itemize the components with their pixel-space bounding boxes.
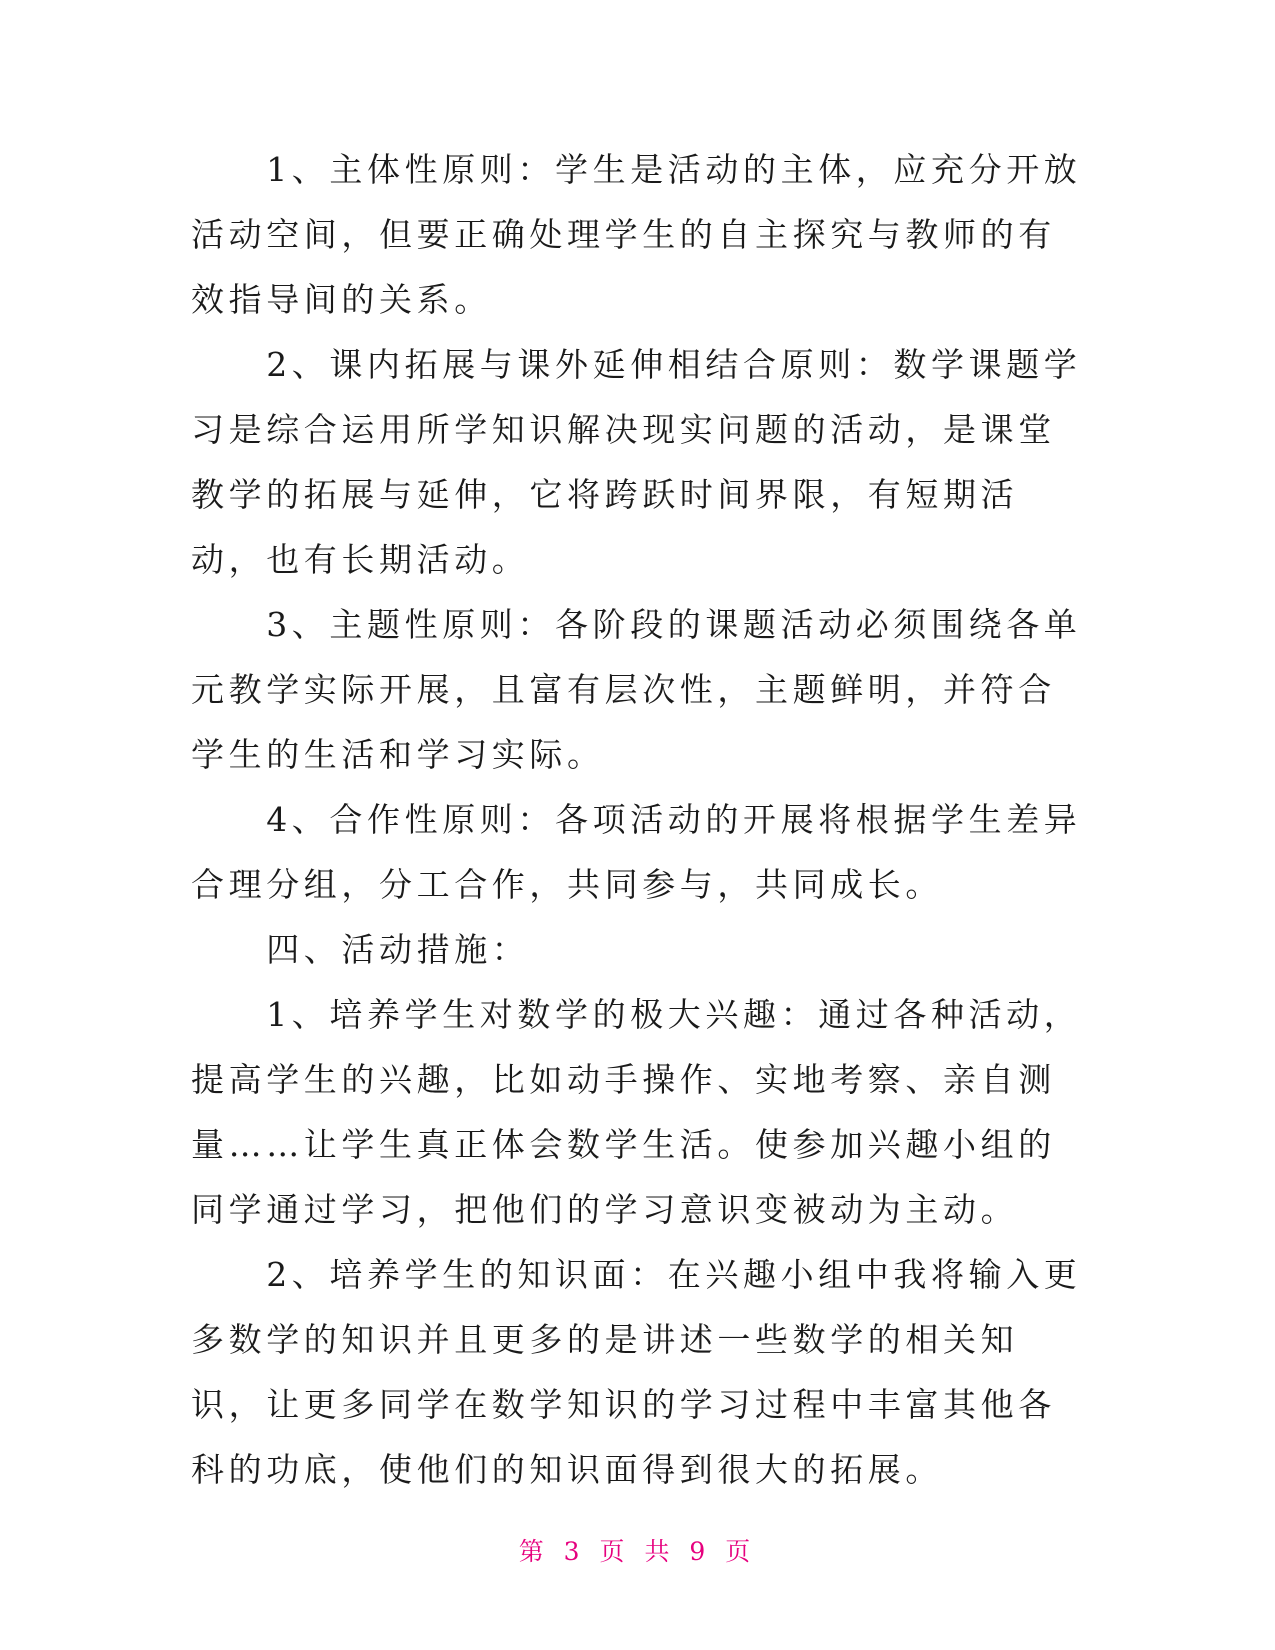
paragraph-measure-1: 1、培养学生对数学的极大兴趣：通过各种活动，提高学生的兴趣，比如动手操作、实地考察、亲自测量……让学生真正体会数学生活。使参加兴趣小组的同学通过学习，把他们的学习意识变被动为主动。 (191, 995, 1082, 1229)
paragraph-measure-2: 2、培养学生的知识面：在兴趣小组中我将输入更多数学的知识并且更多的是讲述一些数学的相关知识，让更多同学在数学知识的学习过程中丰富其他各科的功底，使他们的知识面得到很大的拓展。 (191, 1255, 1082, 1489)
document-body (191, 137, 1083, 1502)
page-number-footer: 第 3 页 共 9 页 (518, 1537, 757, 1566)
paragraph-principle-4: 4、合作性原则：各项活动的开展将根据学生差异合理分组，分工合作，共同参与，共同成长。 (191, 800, 1082, 904)
section-heading-measures: 四、活动措施： (191, 930, 530, 969)
paragraph-principle-3: 3、主题性原则：各阶段的课题活动必须围绕各单元教学实际开展，且富有层次性，主题鲜明，并符合学生的生活和学习实际。 (191, 605, 1082, 774)
paragraph-principle-1: 1、主体性原则：学生是活动的主体，应充分开放活动空间，但要正确处理学生的自主探究与教师的有效指导间的关系。 (191, 150, 1082, 319)
paragraph-principle-2: 2、课内拓展与课外延伸相结合原则：数学课题学习是综合运用所学知识解决现实问题的活动，是课堂教学的拓展与延伸，它将跨跃时间界限，有短期活动，也有长期活动。 (191, 345, 1082, 579)
